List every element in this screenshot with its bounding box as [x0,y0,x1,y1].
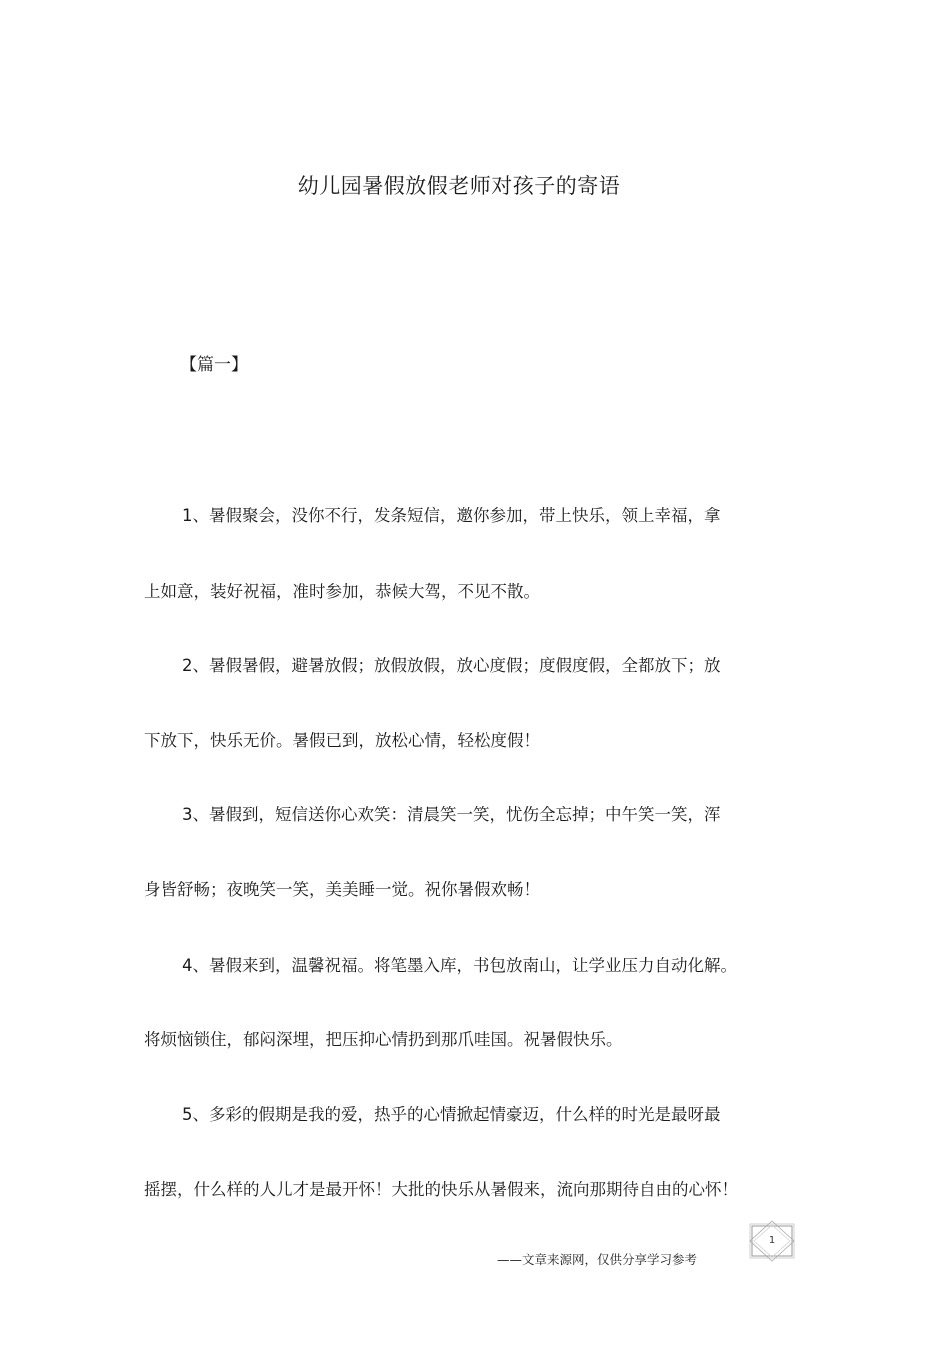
page-number: 1 [768,1235,776,1246]
paragraph-4-line-1: 4、暑假来到，温馨祝福。将笔墨入库，书包放南山，让学业压力自动化解。 [182,956,737,975]
paragraph-1-line-1: 1、暑假聚会，没你不行，发条短信，邀你参加，带上快乐，领上幸福，拿 [182,506,721,525]
footer-source-note: ——文章来源网，仅供分享学习参考 [497,1252,698,1267]
paragraph-3-line-2: 身皆舒畅；夜晚笑一笑，美美睡一觉。祝你暑假欢畅！ [144,880,540,899]
paragraph-4-line-2: 将烦恼锁住，郁闷深埋，把压抑心情扔到那爪哇国。祝暑假快乐。 [144,1030,623,1049]
paragraph-2-line-1: 2、暑假暑假，避暑放假；放假放假，放心度假；度假度假，全都放下；放 [182,656,721,675]
page-number-badge [748,1220,796,1262]
paragraph-1-line-2: 上如意，装好祝福，准时参加，恭候大驾，不见不散。 [144,582,540,601]
paragraph-5-line-1: 5、多彩的假期是我的爱，热乎的心情掀起情豪迈，什么样的时光是最呀最 [182,1105,721,1124]
paragraph-2-line-2: 下放下，快乐无价。暑假已到，放松心情，轻松度假！ [144,731,540,750]
document-title: 幼儿园暑假放假老师对孩子的寄语 [297,174,621,198]
paragraph-3-line-1: 3、暑假到，短信送你心欢笑：清晨笑一笑，忧伤全忘掉；中午笑一笑，浑 [182,805,721,824]
paragraph-5-line-2: 摇摆，什么样的人儿才是最开怀！大批的快乐从暑假来，流向那期待自由的心怀！ [144,1180,738,1199]
section-heading: 【篇一】 [180,355,248,375]
